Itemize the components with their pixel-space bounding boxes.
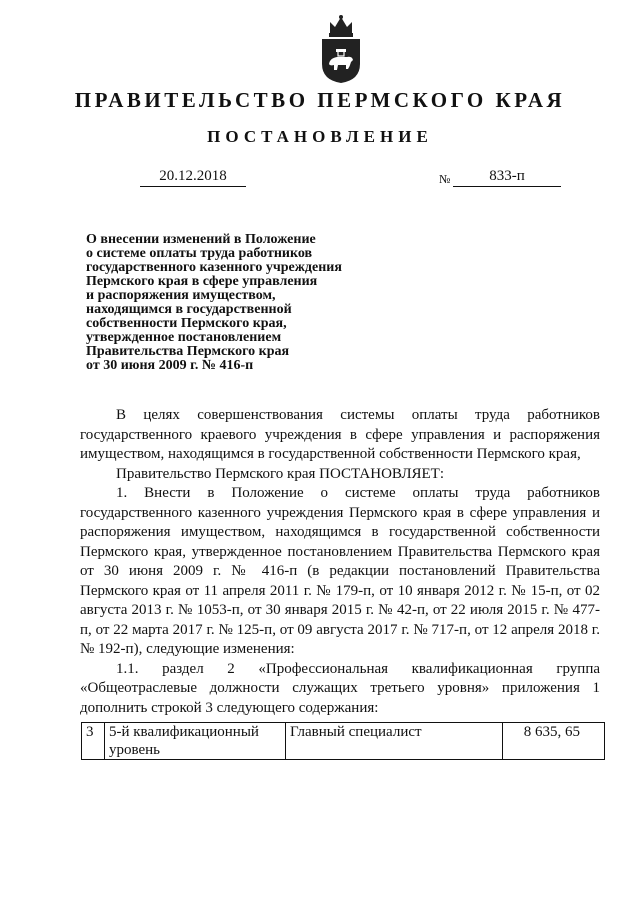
subject-line: от 30 июня 2009 г. № 416-п — [86, 358, 254, 373]
paragraph-item-1: 1. Внести в Положение о системе оплаты труда работников государственного казенного учреждения Пермского края в сфере управления и распоряжения имуществом, находящимся в государственной собственности Пермского края, утвержденное постановлением Правительства Пермского края от 30 июня 2009 г. № 416-п (в редакции постановлений Правительства Пермского края от 11 апреля 2011 г. № 179-п, от 10 января 2012 г. № 15-п, от 02 августа 2013 г. № 1053-п, от 30 января 2015 г. № 42-п, от 22 июля 2015 г. № 477-п, от 22 марта 2017 г. № 125-п, от 09 августа 2017 г. № 717-п, от 12 апреля 2018 г. № 192-п), следующие изменения: — [80, 485, 600, 657]
table-cell-salary: 8 635, 65 — [503, 723, 605, 760]
number-sign: № — [439, 172, 451, 186]
paragraph-preamble: В целях совершенствования системы оплаты труда работников государственного краевого учреждения в сфере управления и распоряжения имуществом, находящимся в государственной собственности Пермского края, — [80, 407, 600, 462]
table-cell-level: 5-й квалификационный уровень — [105, 723, 286, 760]
document-subject — [86, 233, 406, 373]
document-number: 833-п — [453, 168, 561, 187]
document-body — [80, 406, 600, 718]
paragraph-resolves: Правительство Пермского края ПОСТАНОВЛЯЕТ: — [116, 465, 445, 482]
paragraph-item-1-1: 1.1. раздел 2 «Профессиональная квалификационная группа «Общеотраслевые должности служащих третьего уровня» приложения 1 дополнить строкой 3 следующего содержания: — [80, 660, 600, 716]
document-type: ПОСТАНОВЛЕНИЕ — [207, 127, 433, 146]
subject-line: О внесении изменений в Положение — [86, 232, 316, 247]
amendment-table — [81, 722, 605, 760]
table-row — [82, 723, 605, 760]
table-cell-position: Главный специалист — [286, 723, 503, 760]
subject-line: о системе оплаты труда работников — [86, 246, 313, 261]
table-cell-number: 3 — [82, 723, 105, 760]
subject-line: государственного казенного учреждения — [86, 260, 342, 275]
subject-line: и распоряжения имуществом, — [86, 288, 276, 303]
document-date: 20.12.2018 — [140, 168, 246, 187]
coat-of-arms-icon — [318, 14, 364, 84]
subject-line: Пермского края в сфере управления — [86, 274, 318, 289]
subject-line: Правительства Пермского края — [86, 344, 290, 359]
subject-line: утвержденное постановлением — [86, 330, 282, 345]
subject-line: собственности Пермского края, — [86, 316, 287, 331]
subject-line: находящимся в государственной — [86, 302, 292, 317]
government-title: ПРАВИТЕЛЬСТВО ПЕРМСКОГО КРАЯ — [74, 88, 566, 112]
